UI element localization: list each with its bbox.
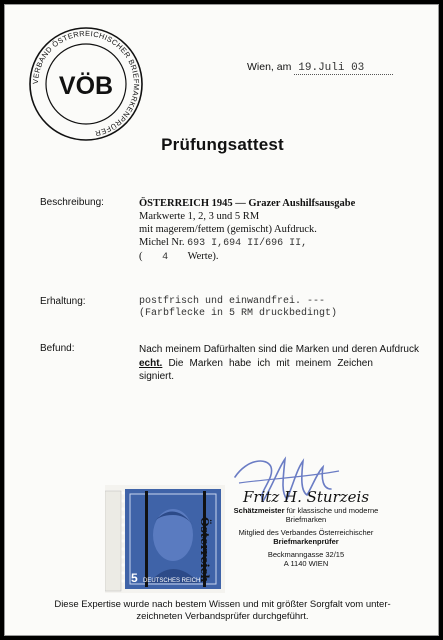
examiner-title-rest: für klassische und moderne Briefmarken	[285, 506, 379, 524]
stamp-country: DEUTSCHES REICH	[143, 578, 201, 584]
description-block	[139, 197, 355, 264]
condition-line1: postfrisch und einwandfrei. ---	[139, 296, 326, 307]
seal-ring-text: VERBAND ÖSTERREICHISCHER BRIEFMARKENPRÜFER	[30, 28, 142, 139]
certificate-sheet	[4, 4, 439, 636]
footer-line1: Diese Expertise wurde nach bestem Wissen und mit größter Sorgfalt vom unter-	[54, 599, 391, 610]
place-label: Wien, am	[247, 61, 292, 73]
finding-text	[139, 343, 419, 384]
date-value: 19.Juli 03	[294, 62, 393, 75]
examiner-name: Fritz H. Sturzeis	[242, 488, 370, 506]
examiner-member-line2: Briefmarkenprüfer	[273, 537, 339, 546]
examiner-member-line1: Mitglied des Verbandes Österreichischer	[238, 528, 374, 537]
condition-label: Erhaltung:	[40, 296, 86, 307]
finding-emphasis: echt.	[139, 357, 163, 369]
examiner-title-bold: Schätzmeister	[233, 506, 285, 515]
footer-note	[5, 599, 440, 623]
examiner-street: Beckmanngasse 32/15	[267, 550, 345, 559]
description-line2: Markwerte 1, 2, 3 und 5 RM	[139, 211, 260, 222]
finding-label: Befund:	[40, 343, 75, 354]
description-label: Beschreibung:	[40, 197, 104, 208]
finding-text-end: signiert.	[139, 371, 175, 382]
date-line	[247, 61, 393, 75]
description-line1: ÖSTERREICH 1945 — Grazer Aushilfsausgabe	[139, 198, 356, 209]
seal-monogram: VÖB	[58, 72, 114, 100]
stamp-overprint: Österreich	[198, 517, 211, 583]
voeb-seal-logo	[27, 25, 145, 143]
page-title: Prüfungsattest	[161, 135, 284, 154]
michel-numbers: 693 I,694 II/696 II,	[187, 238, 308, 249]
michel-label: Michel Nr.	[139, 237, 185, 248]
stamp-image	[105, 485, 225, 593]
stamp-count: 4	[162, 252, 169, 263]
condition-line2: (Farbflecke in 5 RM druckbedingt)	[139, 308, 338, 319]
finding-text-after: Die Marken habe ich mit meinem Zeichen	[168, 357, 373, 369]
examiner-city: A 1140 WIEN	[283, 559, 329, 568]
finding-text-before: Nach meinem Dafürhalten sind die Marken und deren Aufdruck	[139, 344, 419, 355]
examiner-stamp	[231, 489, 381, 568]
description-line3: mit magerem/fettem (gemischt) Aufdruck.	[139, 224, 317, 235]
count-suffix: Werte).	[187, 251, 219, 262]
footer-line2: zeichneten Verbandsprüfer durchgeführt.	[136, 611, 309, 622]
stamp-value: 5	[131, 571, 138, 585]
count-open-paren: (	[139, 251, 143, 262]
condition-block	[139, 296, 337, 320]
